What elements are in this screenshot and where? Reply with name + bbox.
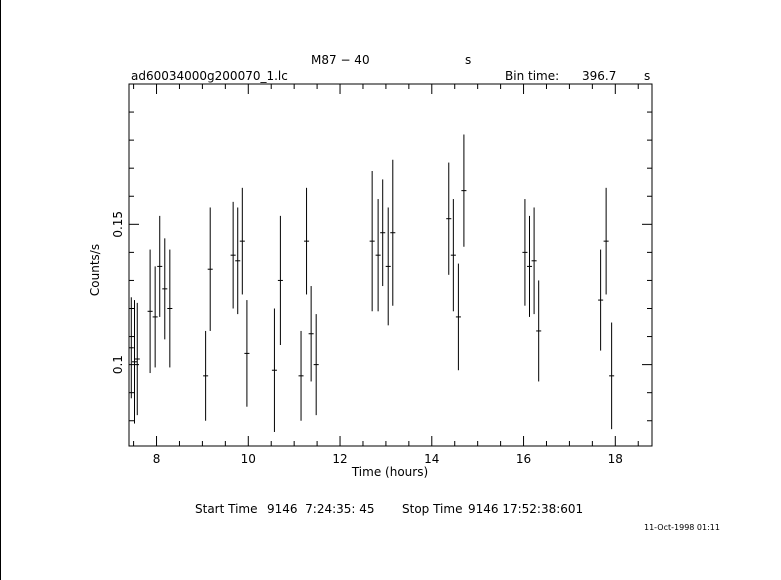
data-point	[235, 207, 240, 314]
data-point	[522, 199, 527, 306]
bin-time-value: 396.7	[582, 69, 617, 83]
plot-frame	[129, 84, 652, 446]
data-point	[604, 188, 609, 295]
data-point	[527, 216, 532, 317]
start-time-value: 9146 7:24:35: 45	[267, 502, 375, 516]
x-tick-label: 18	[607, 452, 623, 466]
data-point	[299, 331, 304, 421]
y-axis-label: Counts/s	[88, 243, 102, 297]
start-time-label: Start Time	[195, 502, 258, 516]
stop-time-value: 9146 17:52:38:601	[468, 502, 584, 516]
y-tick-label: 0.1	[111, 355, 125, 375]
data-point	[456, 264, 461, 371]
data-point	[272, 308, 277, 431]
data-point	[167, 250, 172, 368]
data-point	[231, 202, 236, 309]
data-point	[244, 300, 249, 407]
data-point	[309, 286, 314, 381]
bin-time-label: Bin time:	[505, 69, 560, 83]
data-point	[370, 171, 375, 311]
y-tick-label: 0.15	[111, 210, 125, 238]
date-stamp: 11-Oct-1998 01:11	[644, 523, 720, 532]
data-point	[461, 135, 466, 247]
stop-time-label: Stop Time	[402, 502, 463, 516]
data-point	[129, 297, 134, 398]
data-point	[451, 199, 456, 311]
data-points	[129, 135, 614, 432]
data-point	[446, 163, 451, 275]
file-name: ad60034000g200070_1.lc	[131, 69, 288, 83]
x-tick-label: 10	[240, 452, 256, 466]
data-point	[148, 250, 153, 373]
x-tick-label: 16	[515, 452, 532, 466]
plot-title: M87 − 40	[311, 53, 370, 67]
data-point	[376, 199, 381, 311]
data-point	[304, 188, 309, 295]
data-point	[132, 300, 137, 423]
data-point	[598, 250, 603, 351]
data-point	[536, 280, 541, 381]
data-point	[135, 303, 140, 415]
data-point	[278, 216, 283, 345]
x-tick-label: 12	[332, 452, 348, 466]
x-axis-label: Time (hours)	[351, 465, 429, 479]
x-tick-label: 8	[152, 452, 161, 466]
data-point	[208, 207, 213, 330]
data-point	[380, 179, 385, 286]
data-point	[157, 216, 162, 317]
bin-time-unit: s	[644, 69, 651, 83]
data-point	[162, 238, 167, 339]
data-point	[390, 160, 395, 306]
axis-ticks	[129, 84, 652, 446]
data-point	[240, 188, 245, 295]
plot-title-unit: s	[465, 53, 472, 67]
data-point	[609, 323, 614, 430]
data-point	[314, 314, 319, 415]
data-point	[386, 207, 391, 325]
x-tick-label: 14	[424, 452, 440, 466]
data-point	[532, 207, 537, 314]
data-point	[153, 266, 158, 367]
data-point	[203, 331, 208, 421]
tick-labels	[111, 211, 623, 466]
